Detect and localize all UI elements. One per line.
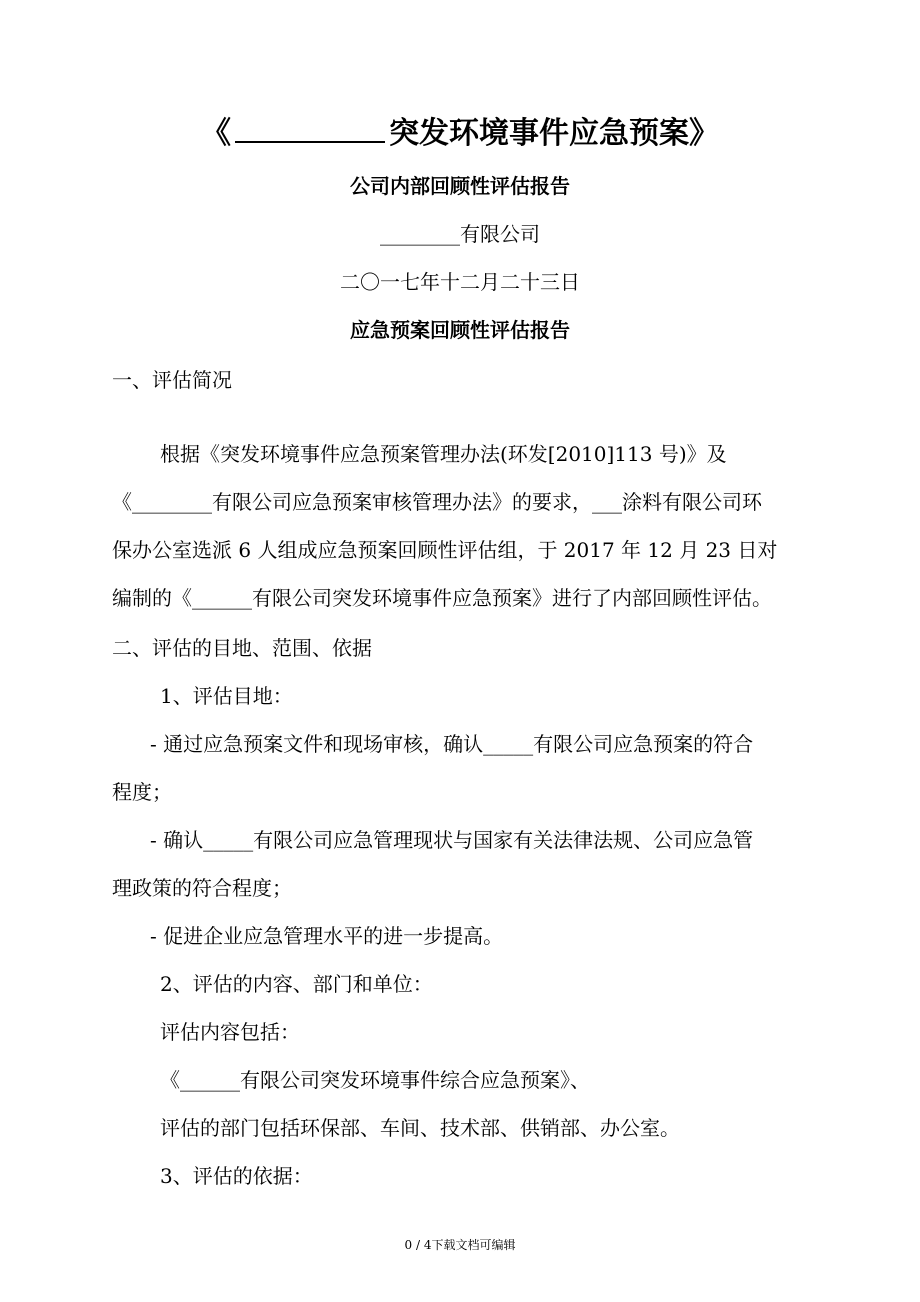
bullet-line-1: - 通过应急预案文件和现场审核，确认_____有限公司应急预案的符合	[150, 732, 754, 756]
section1-line-1: 根据《突发环境事件应急预案管理办法(环发[2010]113 号)》及	[160, 442, 727, 466]
bullet-line-4: 理政策的符合程度；	[112, 876, 292, 900]
content-value: 《______有限公司突发环境事件综合应急预案》、	[160, 1068, 590, 1092]
bullet-line-2: 程度；	[112, 780, 172, 804]
company-line: ________有限公司	[380, 222, 540, 246]
section2-item3: 3、评估的依据：	[160, 1164, 313, 1188]
title-main: 突发环境事件应急预案》	[389, 116, 719, 151]
section2-heading: 二、评估的目地、范围、依据	[112, 636, 372, 660]
section1-line-2: 《________有限公司应急预案审核管理办法》的要求，___涂料有限公司环	[112, 490, 762, 514]
section2-item1: 1、评估目地：	[160, 684, 293, 708]
date-line: 二〇一七年十二月二十三日	[340, 270, 580, 294]
departments-line: 评估的部门包括环保部、车间、技术部、供销部、办公室。	[160, 1116, 680, 1140]
section1-line-4: 编制的《______有限公司突发环境事件应急预案》进行了内部回顾性评估。	[112, 586, 772, 610]
document-title	[0, 116, 920, 152]
bullet-line-5: - 促进企业应急管理水平的进一步提高。	[150, 924, 504, 948]
title-left-bracket: 《	[201, 116, 231, 151]
subtitle: 公司内部回顾性评估报告	[350, 174, 570, 198]
page-footer: 0 / 4下载文档可编辑	[404, 1238, 516, 1252]
bullet-line-3: - 确认_____有限公司应急管理现状与国家有关法律法规、公司应急管	[150, 828, 754, 852]
section2-item2: 2、评估的内容、部门和单位：	[160, 972, 433, 996]
section1-line-3: 保办公室选派 6 人组成应急预案回顾性评估组，于 2017 年 12 月 23 日对	[112, 538, 778, 562]
report-title: 应急预案回顾性评估报告	[350, 318, 570, 342]
section1-heading: 一、评估简况	[112, 368, 232, 392]
content-label: 评估内容包括：	[160, 1020, 300, 1044]
title-blank	[235, 117, 385, 143]
